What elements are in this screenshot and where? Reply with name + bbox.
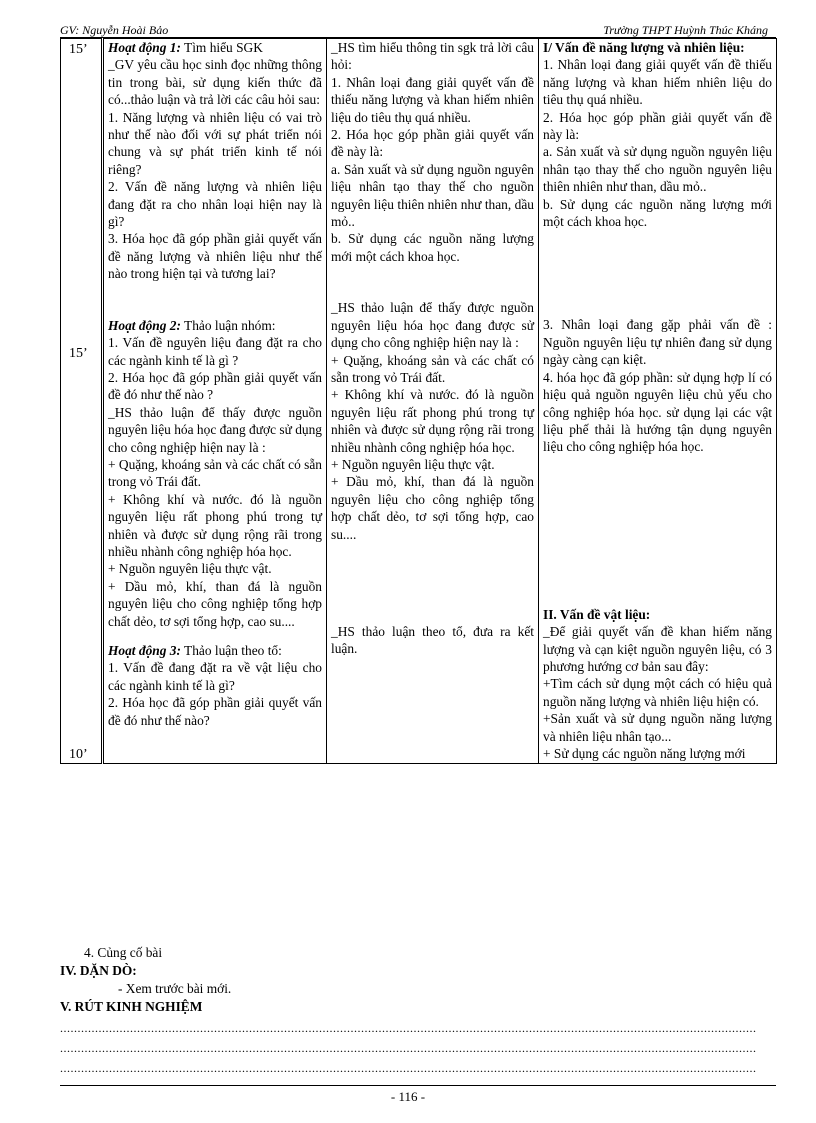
list-item: b. Sử dụng các nguồn năng lượng mới một cách khoa học. bbox=[331, 231, 534, 264]
time-cell bbox=[61, 39, 103, 764]
list-item: 4. hóa học đã góp phần: sử dụng hợp lí có hiệu quả nguồn nguyên liệu chủ yếu cho công nghiệp hóa học. sử dụng lại các vật liệu phế thải là hướng tận dụng nguyên liệu cho công nghiệp hóa học. bbox=[543, 369, 772, 455]
time-1: 15’ bbox=[69, 42, 88, 57]
list-item: +Tìm cách sử dụng một cách có hiệu quả nguồn năng lượng và nhiên liệu hiện có. bbox=[543, 676, 772, 709]
section-1-title: I/ Vấn đề năng lượng và nhiên liệu: bbox=[543, 40, 745, 55]
dotted-line: ....................................................................................................................................................................................................... bbox=[60, 1041, 757, 1055]
list-item: 1. Nhân loại đang giải quyết vấn đề thiếu năng lượng và khan hiếm nhiên liệu do tiêu thụ quá nhiều. bbox=[331, 74, 534, 125]
list-item: + Không khí và nước. đó là nguồn nguyên liệu rất phong phú trong tự nhiên và được sử dụng rộng rãi trong nhiều nhành công nghiệp hóa học. bbox=[331, 387, 534, 455]
teacher-activity-cell bbox=[103, 39, 327, 764]
homework-item: - Xem trước bài mới. bbox=[118, 981, 232, 996]
list-item: 2. Hóa học đã góp phần giải quyết vấn đề đó như thế nào ? bbox=[108, 369, 322, 403]
experience-heading: V. RÚT KINH NGHIỆM bbox=[60, 999, 203, 1014]
section-2-title: II. Vấn đề vật liệu: bbox=[543, 606, 651, 622]
footer-divider bbox=[60, 1085, 776, 1086]
list-item: + Quặng, khoáng sản và các chất có sẵn trong vỏ Trái đất. bbox=[108, 456, 322, 490]
list-item: 1. Vấn đề đang đặt ra về vật liệu cho các ngành kinh tế là gì? bbox=[108, 660, 322, 693]
list-item: + Dầu mỏ, khí, than đá là nguồn nguyên liệu cho công nghiệp tổng hợp chất dẻo, tơ sợi tổng hợp, cao su.... bbox=[108, 578, 322, 629]
list-item: + Nguồn nguyên liệu thực vật. bbox=[108, 561, 272, 577]
list-item: 3. Nhân loại đang gặp phải vấn đề : Nguồn nguyên liệu tự nhiên đang sử dụng ngày càng cạn kiệt. bbox=[543, 317, 772, 368]
list-item: 1. Vấn đề nguyên liệu đang đặt ra cho các ngành kinh tế là gì ? bbox=[108, 335, 322, 368]
student-activity-cell bbox=[327, 39, 539, 764]
list-item: +Sản xuất và sử dụng nguồn năng lượng và nhiên liệu nhân tạo... bbox=[543, 711, 772, 744]
list-item: a. Sản xuất và sử dụng nguồn nguyên liệu nhân tạo thay thế cho nguồn nguyên liệu thiên nhiên như than, dầu mỏ.. bbox=[331, 161, 534, 230]
consolidate-heading: 4. Củng cố bài bbox=[84, 945, 163, 960]
time-3: 10’ bbox=[69, 746, 88, 762]
activity-3-title: Hoạt động 3: Thảo luận theo tổ: bbox=[108, 643, 282, 658]
list-item: 2. Hóa học góp phần giải quyết vấn đề này là: bbox=[543, 109, 772, 143]
list-item: + Nguồn nguyên liệu thực vật. bbox=[331, 456, 495, 472]
list-item: _HS thảo luận để thấy được nguồn nguyên liệu hóa học đang được sử dụng cho công nghiệp hiện nay là : bbox=[108, 404, 322, 455]
time-2: 15’ bbox=[69, 346, 88, 362]
list-item: + Dầu mỏ, khí, than đá là nguồn nguyên liệu cho công nghiệp tổng hợp chất dẻo, tơ sợi tổng hợp, cao su.... bbox=[331, 474, 534, 542]
page-number: - 116 - bbox=[390, 1089, 426, 1104]
page-header bbox=[60, 22, 768, 38]
list-item: a. Sản xuất và sử dụng nguồn nguyên liệu nhân tạo thay thế cho nguồn nguyên liệu thiên nhiên như than, dầu mỏ.. bbox=[543, 144, 772, 195]
activity-2-title: Hoạt động 2: Thảo luận nhóm: bbox=[108, 317, 276, 333]
lesson-table bbox=[60, 38, 777, 764]
list-item: + Quặng, khoáng sản và các chất có sẵn trong vỏ Trái đất. bbox=[331, 352, 534, 385]
dotted-line: ....................................................................................................................................................................................................... bbox=[60, 1021, 757, 1035]
list-item: + Không khí và nước. đó là nguồn nguyên liệu rất phong phú trong tự nhiên và được sử dụng rộng rãi trong nhiều nhành công nghiệp hóa học. bbox=[108, 491, 322, 559]
teacher-name: GV: Nguyễn Hoài Bảo bbox=[60, 23, 169, 37]
list-item: _Để giải quyết vấn đề khan hiếm năng lượng và cạn kiệt nguồn nguyên liệu, có 3 phương hướng cơ bản sau đây: bbox=[543, 624, 772, 674]
activity-1-title: Hoạt động 1: Tìm hiểu SGK bbox=[108, 40, 263, 55]
list-item: _GV yêu cầu học sinh đọc những thông tin trong bài, sử dụng kiến thức đã có...thảo luận và trả lời các câu hỏi sau: bbox=[108, 57, 322, 108]
list-item: 3. Hóa học đã góp phần giải quyết vấn đề năng lượng và nhiên liệu như thế nào trong hiện tại và tương lai? bbox=[108, 231, 322, 282]
list-item: 2. Hóa học góp phần giải quyết vấn đề này là: bbox=[331, 127, 534, 160]
list-item: _HS tìm hiểu thông tin sgk trả lời câu hỏi: bbox=[331, 40, 534, 73]
content-cell bbox=[539, 39, 777, 764]
list-item: _HS thảo luận để thấy được nguồn nguyên liệu hóa học đang được sử dụng cho công nghiệp hiện nay là : bbox=[331, 300, 534, 351]
homework-heading: IV. DẶN DÒ: bbox=[60, 963, 137, 978]
list-item: 2. Vấn đề năng lượng và nhiên liệu đang đặt ra cho nhân loại hiện nay là gì? bbox=[108, 179, 322, 230]
list-item: 1. Nhân loại đang giải quyết vấn đề thiếu năng lượng và khan hiếm nhiên liệu do tiêu thụ quá nhiều. bbox=[543, 57, 772, 108]
list-item: _HS thảo luận theo tổ, đưa ra kết luận. bbox=[331, 623, 534, 657]
school-name: Trường THPT Huỳnh Thúc Kháng bbox=[603, 23, 768, 37]
list-item: 2. Hóa học đã góp phần giải quyết vấn đề đó như thế nào? bbox=[108, 695, 322, 728]
list-item: 1. Năng lượng và nhiên liệu có vai trò như thế nào đối với sự phát triển nói chung và sự phát triển kinh tế nói riêng? bbox=[108, 109, 322, 177]
list-item: b. Sử dụng các nguồn năng lượng mới một cách khoa học. bbox=[543, 196, 772, 230]
list-item: + Sử dụng các nguồn năng lượng mới bbox=[543, 745, 746, 761]
dotted-line: ....................................................................................................................................................................................................... bbox=[60, 1061, 757, 1075]
